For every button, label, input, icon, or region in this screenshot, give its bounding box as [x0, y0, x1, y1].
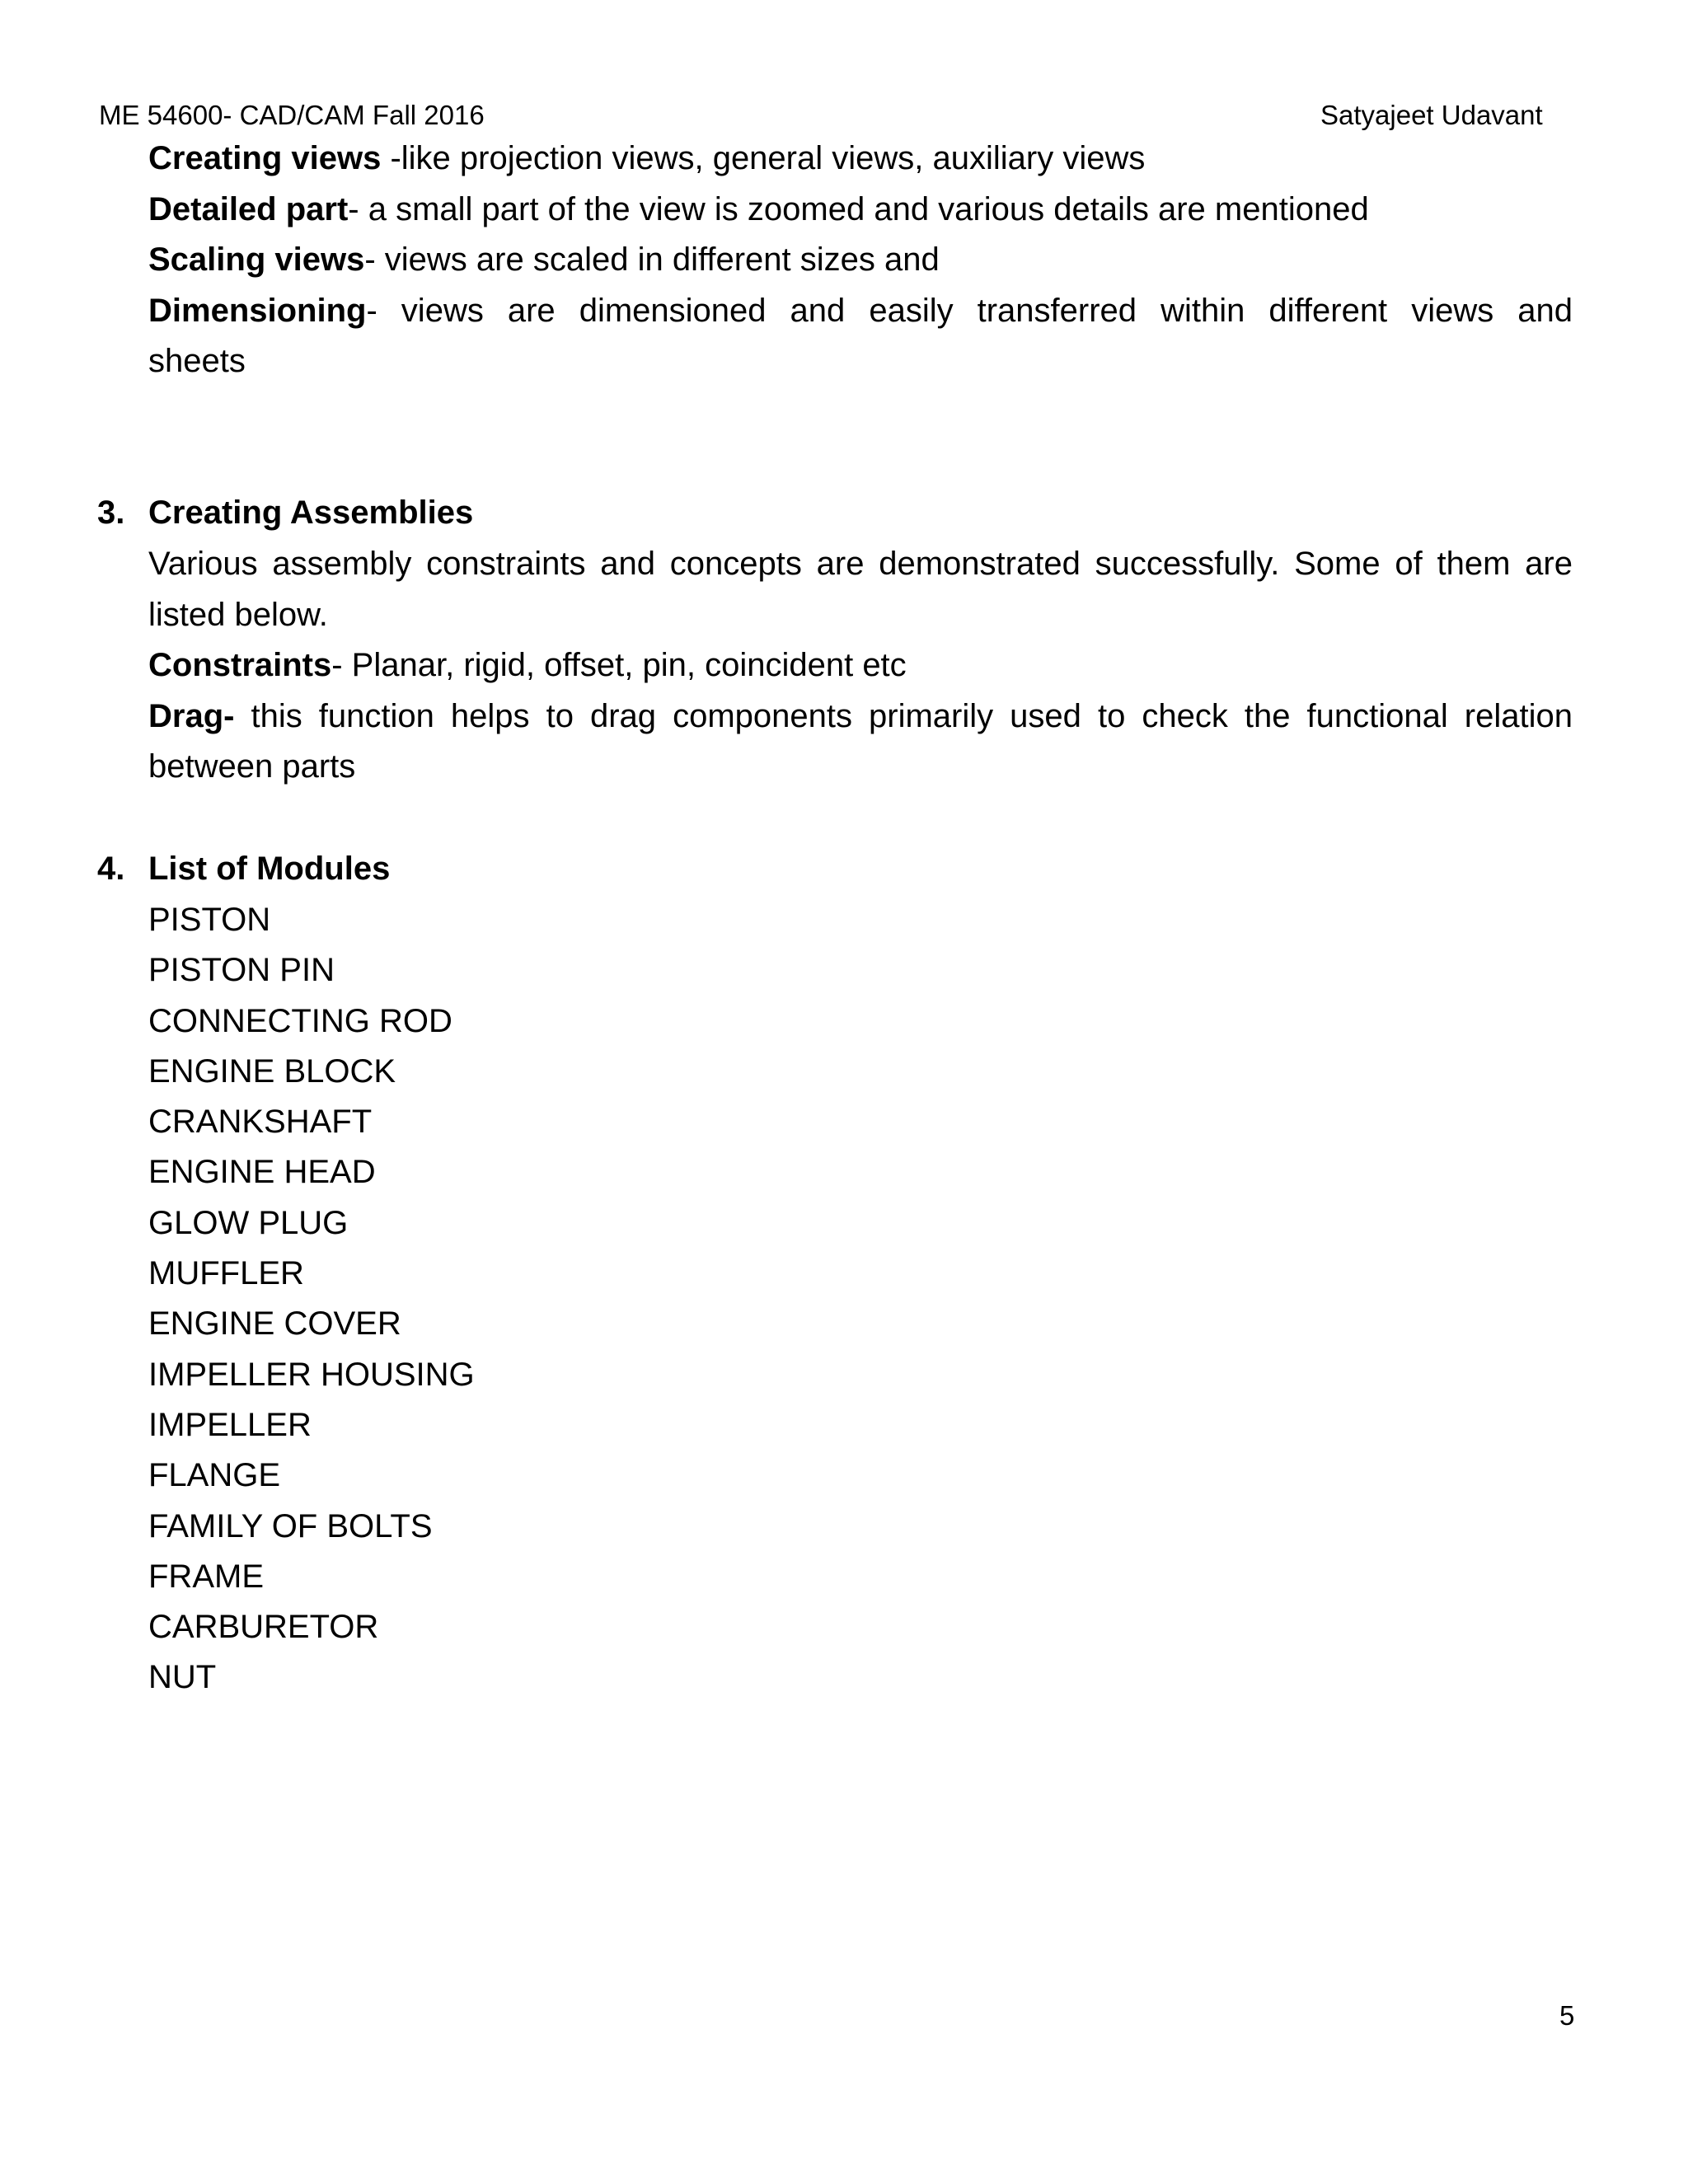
dimensioning-item-continued: sheets: [148, 343, 246, 379]
section-3-heading: [97, 488, 473, 539]
creating-views-term: Creating views: [148, 140, 382, 176]
list-item: MUFFLER: [148, 1255, 304, 1292]
list-item: CONNECTING ROD: [148, 1002, 452, 1039]
drag-text: this function helps to drag components primarily used to check the functional relation: [234, 697, 1573, 734]
creating-views-item: [148, 134, 1573, 185]
creating-views-text: -like projection views, general views, auxiliary views: [381, 140, 1146, 176]
section-3-title: Creating Assemblies: [148, 494, 474, 531]
list-item: PISTON: [148, 902, 271, 938]
dimensioning-term: Dimensioning: [148, 292, 367, 329]
constraints-term: Constraints: [148, 647, 332, 683]
list-item: ENGINE BLOCK: [148, 1052, 396, 1090]
modules-list: [148, 895, 475, 1704]
assemblies-intro: Various assembly constraints and concepts are demonstrated successfully. Some of them are: [148, 546, 1573, 582]
drag-item-continued: between parts: [148, 748, 356, 785]
header-author-name: Satyajeet Udavant: [1320, 100, 1543, 130]
page-number: 5: [1559, 2000, 1575, 2031]
section-3-body: [148, 539, 1573, 793]
list-item: GLOW PLUG: [148, 1204, 349, 1241]
dimensioning-item: [148, 286, 1573, 337]
scaling-views-item: [148, 235, 1573, 286]
drawing-features-block: [148, 134, 1573, 387]
list-item: ENGINE HEAD: [148, 1154, 376, 1191]
list-item: NUT: [148, 1659, 217, 1696]
scaling-views-text: - views are scaled in different sizes and: [364, 241, 940, 278]
list-item: ENGINE COVER: [148, 1305, 401, 1343]
list-item: CARBURETOR: [148, 1609, 379, 1646]
section-4-heading: [97, 844, 390, 895]
list-item: FRAME: [148, 1558, 264, 1595]
drag-term: Drag-: [148, 697, 235, 734]
detailed-part-text: - a small part of the view is zoomed and various details are mentioned: [348, 190, 1369, 227]
list-item: FAMILY OF BOLTS: [148, 1507, 433, 1544]
constraints-item: [148, 640, 1573, 691]
scaling-views-term: Scaling views: [148, 241, 365, 278]
list-item: FLANGE: [148, 1457, 281, 1494]
assemblies-intro-continued: listed below.: [148, 596, 328, 633]
detailed-part-item: [148, 185, 1573, 236]
header-course-title: ME 54600- CAD/CAM Fall 2016: [99, 100, 485, 130]
list-item: CRANKSHAFT: [148, 1104, 373, 1141]
detailed-part-term: Detailed part: [148, 190, 349, 227]
section-4-title: List of Modules: [148, 851, 391, 887]
list-item: IMPELLER: [148, 1406, 312, 1443]
constraints-text: - Planar, rigid, offset, pin, coincident etc: [331, 647, 907, 683]
drag-item: [148, 691, 1573, 743]
list-item: PISTON PIN: [148, 952, 335, 989]
section-3-number: 3.: [97, 494, 125, 531]
list-item: IMPELLER HOUSING: [148, 1356, 475, 1393]
dimensioning-text: - views are dimensioned and easily transferred within different views and: [366, 292, 1573, 329]
section-4-number: 4.: [97, 851, 125, 887]
